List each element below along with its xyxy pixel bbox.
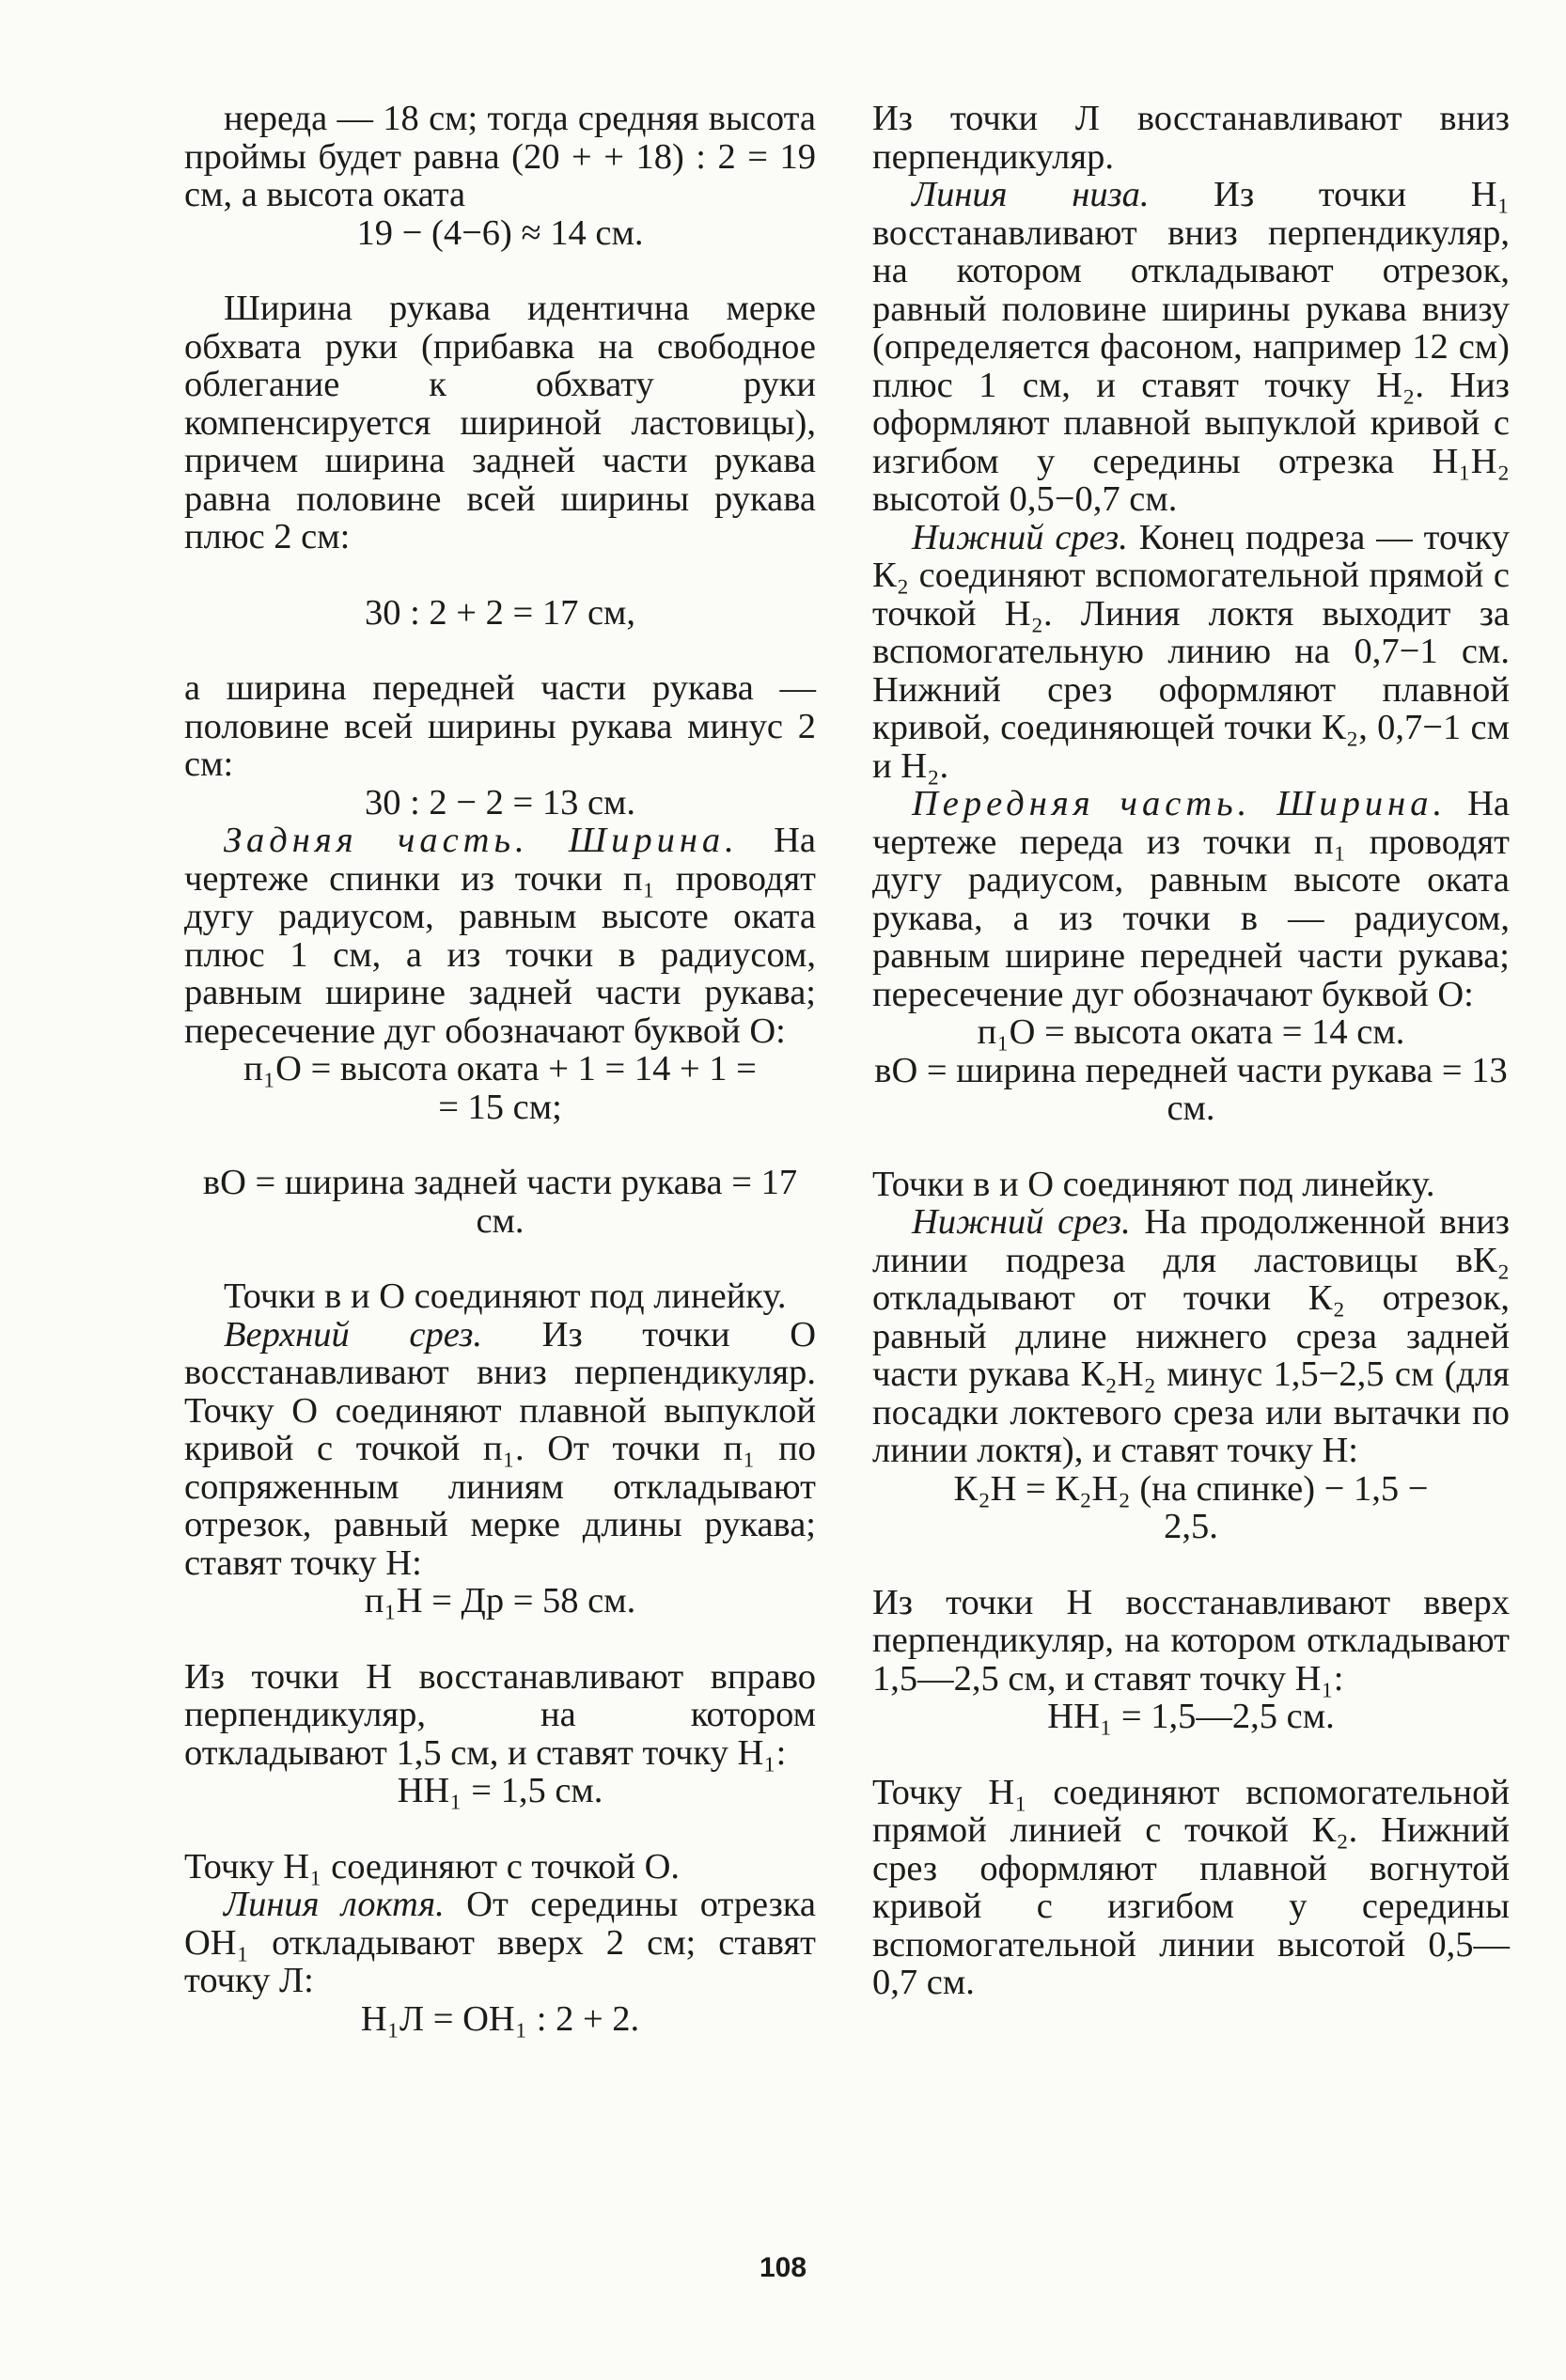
formula-line: [872, 1013, 1510, 1052]
paragraph-text: Точку Н₁ соединяют вспомогательной прямой линией с точкой К₂. Нижний срез оформляют плавной вогнутой кривой с изгибом у середины вспомогательной линии высотой 0,5—0,7 см.: [872, 1772, 1510, 2002]
paragraph-text: На чертеже переда из точки п₁ проводят дугу радиусом, равным высоте оката рукава, а из точки в — радиусом, равным ширине передней части рукава; пересечение дуг обозначают буквой О:: [872, 784, 1510, 1014]
paragraph-text: вО = ширина задней части рукава = 17 см.: [202, 1163, 798, 1241]
formula-line: [184, 214, 816, 253]
text-paragraph: [872, 1584, 1510, 1699]
paragraph-text: Конец подреза — точку К₂ соединяют вспомогательной прямой с точкой Н₂. Линия локтя выходит за вспомогательную линию на 0,7−1 см. Нижний срез оформляют плавной кривой, соединяющей точки К₂, 0,7−1 см и Н₂.: [872, 517, 1510, 786]
section-heading: Передняя часть. Ширина.: [912, 784, 1448, 823]
formula-line: [872, 1052, 1510, 1128]
page-number: 108: [759, 2252, 807, 2283]
text-paragraph: [184, 1277, 816, 1316]
formula-line: [184, 1164, 816, 1240]
text-paragraph: [184, 822, 816, 1050]
section-heading: Задняя часть. Ширина.: [224, 821, 739, 860]
paragraph-text: п₁Н = Др = 58 см.: [364, 1581, 636, 1621]
text-paragraph: [184, 1316, 816, 1583]
text-paragraph: [872, 519, 1510, 786]
text-paragraph: [872, 1774, 1510, 2002]
formula-line: [184, 1772, 816, 1810]
paragraph-text: 30 : 2 + 2 = 17 см,: [364, 592, 636, 633]
paragraph-text: Из точки Н восстанавливают вверх перпендикуляр, на котором откладывают 1,5—2,5 см, и ставят точку Н₁:: [872, 1582, 1510, 1699]
formula-line: [872, 1508, 1510, 1546]
section-heading: Нижний срез.: [912, 517, 1128, 557]
paragraph-text: На чертеже спинки из точки п₁ проводят дугу радиусом, равным высоте оката плюс 1 см, а из точки в радиусом, равным ширине задней части рукава; пересечение дуг обозначают буквой О:: [184, 821, 816, 1051]
paragraph-text: 19 − (4−6) ≈ 14 см.: [356, 212, 644, 253]
paragraph-text: 2,5.: [1164, 1507, 1218, 1546]
paragraph-text: Точки в и О соединяют под линейку.: [224, 1276, 787, 1316]
left-column: [184, 100, 816, 2038]
paragraph-text: а ширина передней части рукава — половине всей ширины рукава минус 2 см:: [184, 668, 816, 784]
text-paragraph: [872, 1203, 1510, 1470]
paragraph-text: п₁О = высота оката + 1 = 14 + 1 =: [243, 1049, 757, 1088]
formula-line: [184, 784, 816, 822]
paragraph-text: Точку Н₁ соединяют с точкой О.: [184, 1846, 681, 1887]
paragraph-text: Ширина рукава идентична мерке обхвата руки (прибавка на свободное облегание к обхвату руки компенсируется шириной ластовицы), причем ширина задней части рукава равна половине всей ширины рукава плюс 2 см:: [184, 289, 816, 556]
section-heading: Линия низа.: [912, 175, 1150, 214]
formula-line: [184, 2000, 816, 2039]
text-paragraph: [184, 1848, 816, 1887]
text-paragraph: [184, 669, 816, 784]
text-paragraph: [872, 100, 1510, 176]
text-paragraph: [184, 100, 816, 214]
section-heading: Верхний срез.: [224, 1314, 482, 1354]
formula-line: [184, 1050, 816, 1088]
text-paragraph: [184, 1886, 816, 2000]
paragraph-text: нереда — 18 см; тогда средняя высота проймы будет равна (20 + + 18) : 2 = 19 см, а высота оката: [184, 99, 816, 214]
paragraph-text: = 15 см;: [438, 1087, 562, 1127]
paragraph-text: Из точки О восстанавливают вниз перпендикуляр. Точку О соединяют плавной выпуклой кривой с точкой п₁. От точки п₁ по сопряженным линиям откладывают отрезок, равный мерке длины рукава; ставят точку Н:: [184, 1314, 817, 1583]
paragraph-text: К₂Н = К₂Н₂ (на спинке) − 1,5 −: [953, 1468, 1429, 1509]
paragraph-text: Точки в и О соединяют под линейку.: [872, 1164, 1435, 1204]
formula-line: [184, 594, 816, 633]
text-paragraph: [872, 176, 1510, 519]
paragraph-text: НН₁ = 1,5 см.: [397, 1771, 603, 1810]
formula-line: [184, 1582, 816, 1621]
paragraph-text: п₁О = высота оката = 14 см.: [977, 1012, 1405, 1052]
paragraph-text: НН₁ = 1,5—2,5 см.: [1047, 1697, 1335, 1736]
paragraph-text: Из точки Н₁ восстанавливают вниз перпендикуляр, на котором откладывают отрезок, равный половине ширины рукава внизу (определяется фасоном, например 12 см) плюс 1 см, и ставят точку Н₂. Низ оформляют плавной выпуклой кривой с изгибом у середины отрезка Н₁Н₂ высотой 0,5−0,7 см.: [872, 175, 1510, 519]
paragraph-text: вО = ширина передней части рукава = 13 см.: [874, 1050, 1508, 1128]
paragraph-text: Из точки Н восстанавливают вправо перпендикуляр, на котором откладывают 1,5 см, и ставят точку Н₁:: [184, 1656, 816, 1773]
paragraph-text: Н₁Л = ОН₁ : 2 + 2.: [360, 1998, 640, 2039]
text-paragraph: [872, 785, 1510, 1013]
text-paragraph: [872, 1166, 1510, 1204]
text-paragraph: [184, 290, 816, 556]
formula-line: [872, 1698, 1510, 1736]
paragraph-text: От середины отрезка ОН₁ откладывают вверх 2 см; ставят точку Л:: [184, 1885, 816, 2000]
formula-line: [872, 1470, 1510, 1509]
paragraph-text: 30 : 2 − 2 = 13 см.: [364, 782, 636, 822]
section-heading: Линия локтя.: [224, 1885, 445, 1924]
paragraph-text: На продолженной вниз линии подреза для ластовицы вК₂ откладывают от точки К₂ отрезок, равный длине нижнего среза задней части рукава К₂Н₂ минус 1,5−2,5 см (для посадки локтевого среза или вытачки по линии локтя), и ставят точку Н:: [872, 1202, 1511, 1470]
formula-line: [184, 1088, 816, 1127]
paragraph-text: Из точки Л восстанавливают вниз перпендикуляр.: [872, 99, 1510, 177]
right-column: [872, 100, 1510, 2002]
section-heading: Нижний срез.: [912, 1202, 1131, 1242]
text-paragraph: [184, 1658, 816, 1773]
